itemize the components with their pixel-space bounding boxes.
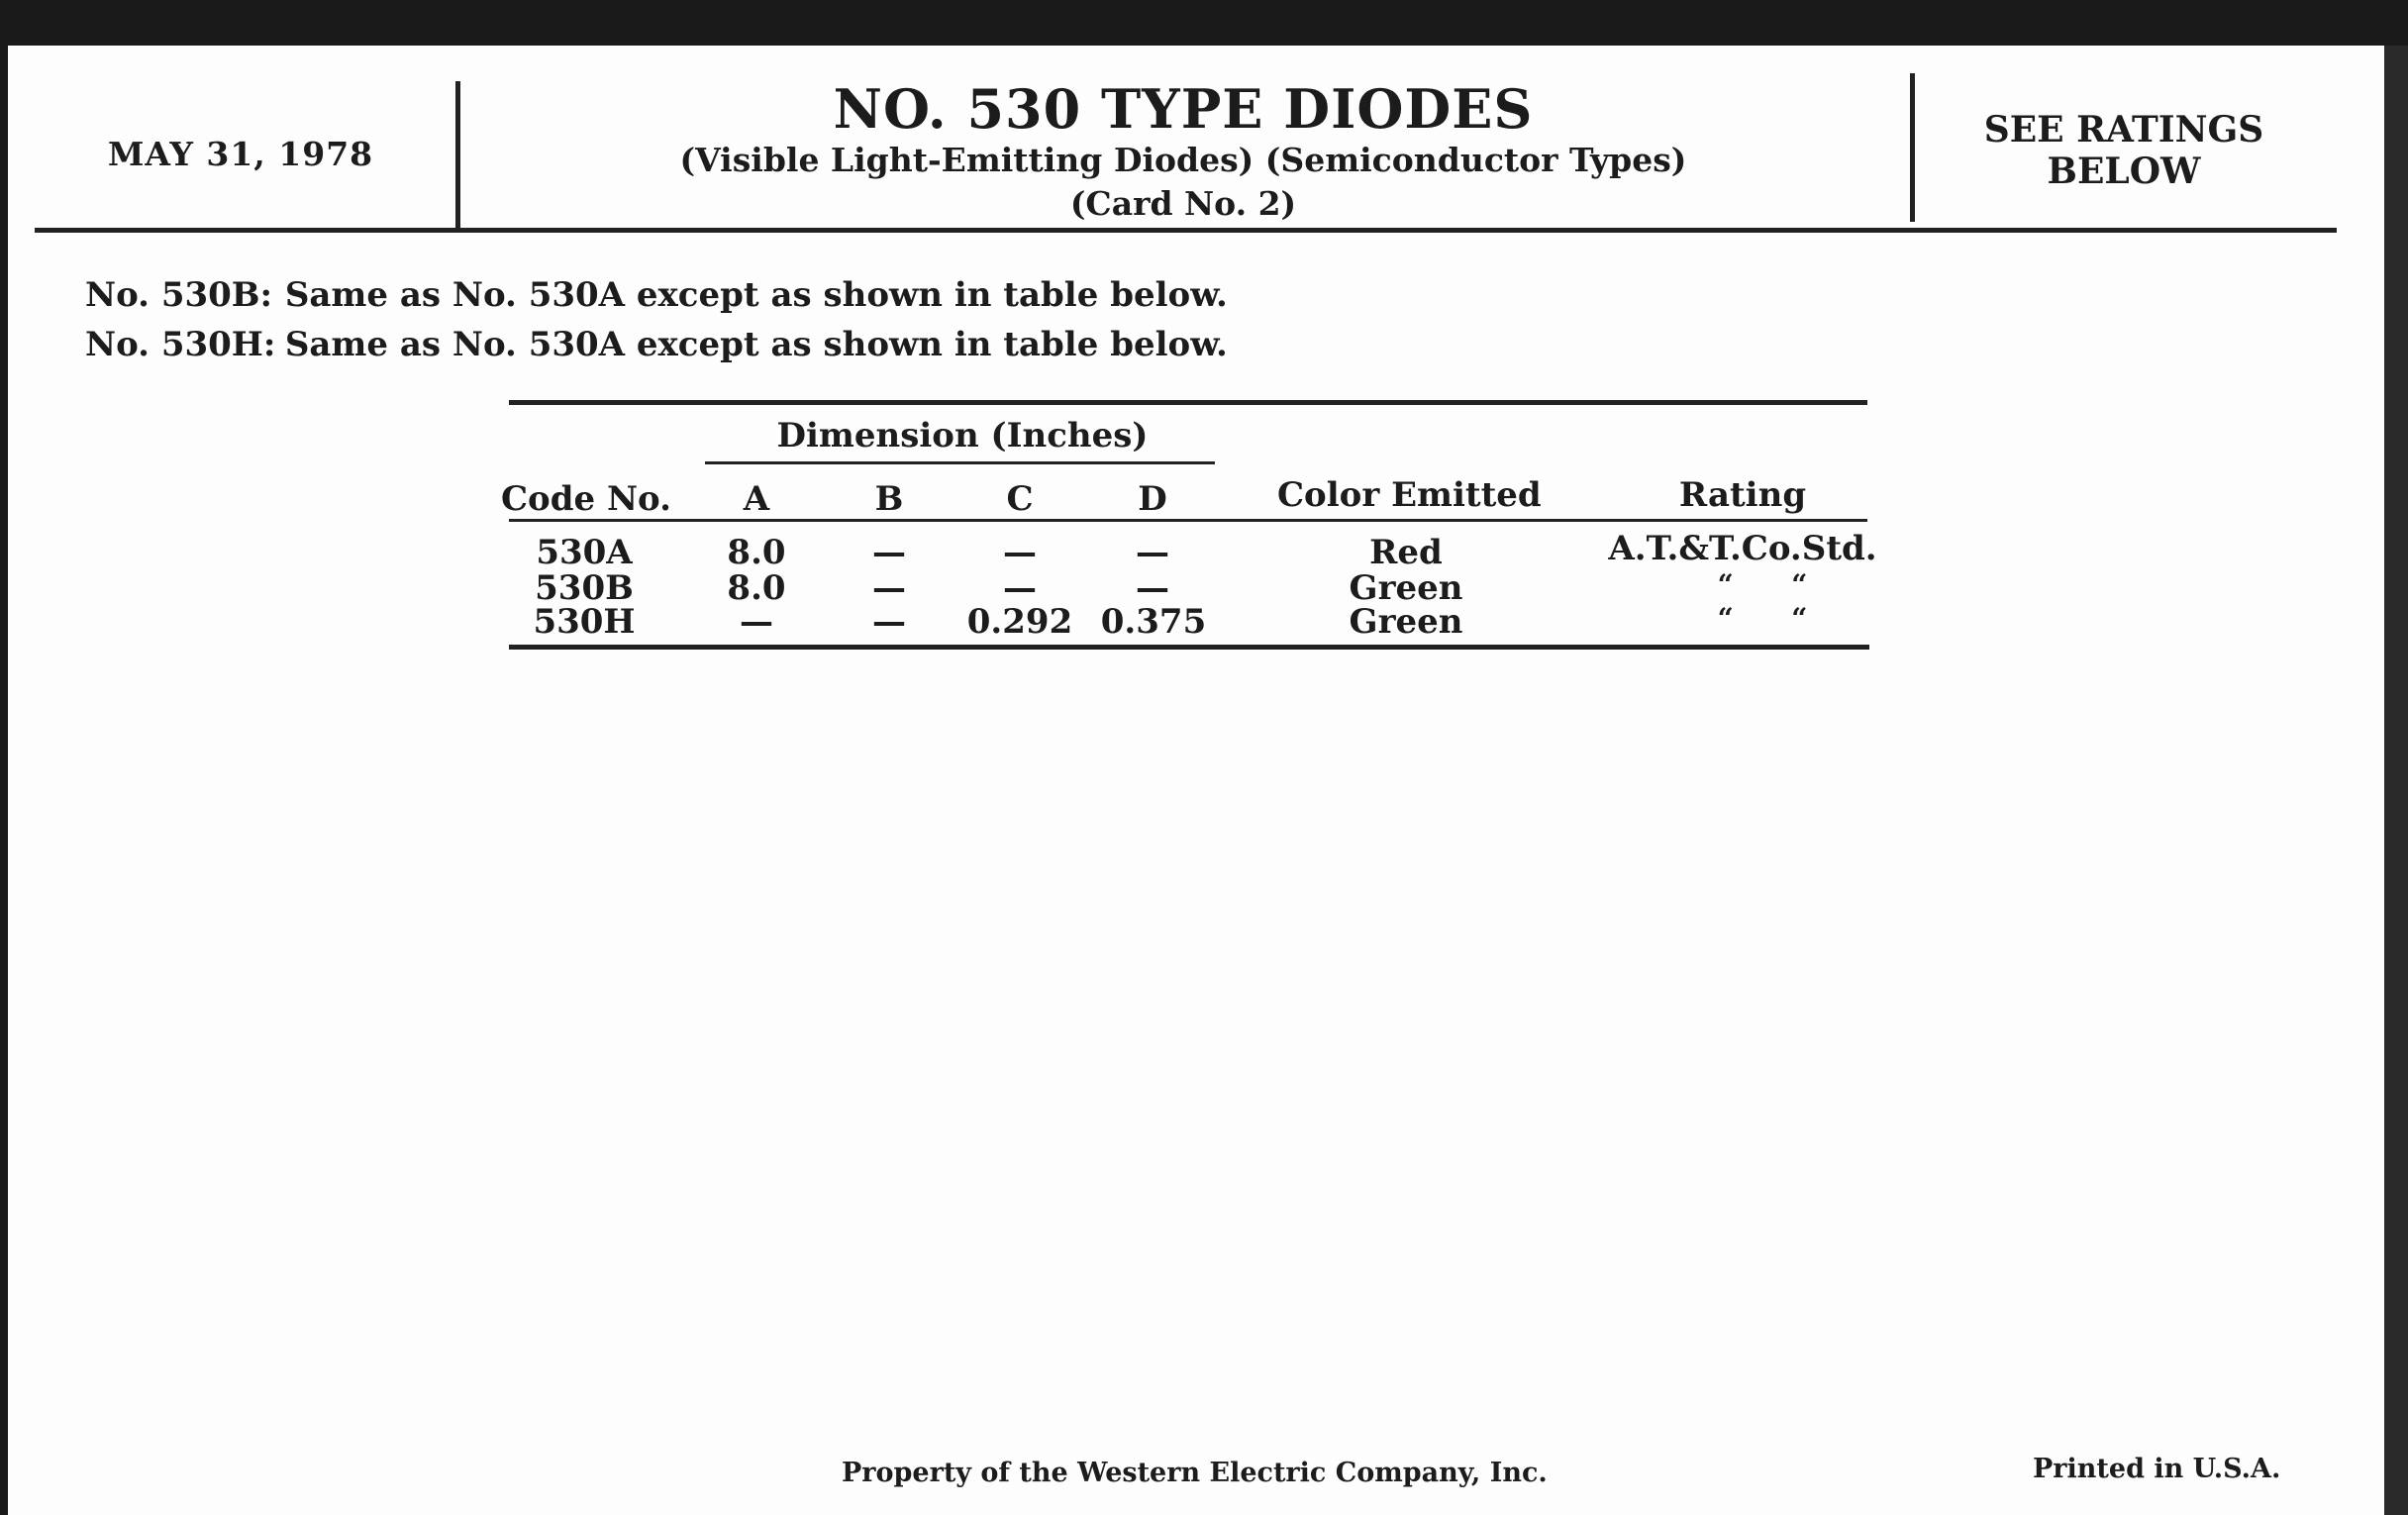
cell-code: 530H <box>533 602 636 642</box>
cell-d: — <box>1136 533 1169 572</box>
note-code: No. 530H: <box>85 325 276 364</box>
cell-d: — <box>1136 568 1169 608</box>
col-header-a: A <box>743 479 770 519</box>
cell-a: 8.0 <box>727 533 786 572</box>
note-530b <box>85 275 1228 315</box>
cell-code: 530B <box>535 568 634 608</box>
col-header-b: B <box>874 479 904 519</box>
cell-color: Red <box>1369 533 1443 572</box>
cell-a: 8.0 <box>727 568 786 608</box>
header-divider-left <box>455 81 460 230</box>
note-text: Same as No. 530A except as shown in table below. <box>284 325 1228 364</box>
see-ratings-note <box>1931 109 2317 192</box>
index-card <box>8 46 2384 1515</box>
cell-rating-ditto: “ “ <box>1717 602 1808 635</box>
col-header-rating: Rating <box>1678 475 1807 515</box>
scan-edge <box>2384 46 2408 1515</box>
header-divider-right <box>1910 73 1915 222</box>
cell-color: Green <box>1349 602 1463 642</box>
table-bottom-rule <box>509 645 1869 650</box>
card-number: (Card No. 2) <box>1069 184 1297 223</box>
cell-code: 530A <box>536 533 633 572</box>
col-header-color: Color Emitted <box>1277 475 1542 515</box>
cell-a: — <box>740 602 773 642</box>
note-text: Same as No. 530A except as shown in table below. <box>284 275 1228 315</box>
table-top-rule <box>509 400 1867 405</box>
cell-c: 0.292 <box>966 602 1073 642</box>
page-title: NO. 530 TYPE DIODES <box>833 77 1534 141</box>
cell-b: — <box>872 602 906 642</box>
cell-color: Green <box>1349 568 1463 608</box>
footer-property: Property of the Western Electric Company, Inc. <box>842 1458 1548 1488</box>
cell-rating-ditto: “ “ <box>1717 568 1808 601</box>
table-header-rule <box>509 519 1867 522</box>
dimension-group-rule <box>705 461 1215 464</box>
dimension-group-header: Dimension (Inches) <box>776 416 1149 455</box>
page-subtitle: (Visible Light-Emitting Diodes) (Semiconductor Types) <box>679 141 1687 179</box>
col-header-d: D <box>1138 479 1167 519</box>
cell-c: — <box>1003 533 1037 572</box>
see-ratings-line1: SEE RATINGS <box>1983 109 2264 151</box>
col-header-c: C <box>1006 479 1034 519</box>
note-code: No. 530B: <box>85 275 273 315</box>
footer-printed: Printed in U.S.A. <box>2033 1454 2281 1484</box>
cell-c: — <box>1003 568 1037 608</box>
see-ratings-line2: BELOW <box>2047 151 2201 192</box>
header-rule <box>35 228 2337 233</box>
cell-b: — <box>872 533 906 572</box>
cell-b: — <box>872 568 906 608</box>
card-date: MAY 31, 1978 <box>107 135 374 173</box>
cell-rating: A.T.&T.Co.Std. <box>1608 529 1877 568</box>
col-header-code: Code No. <box>501 479 671 519</box>
cell-d: 0.375 <box>1100 602 1207 642</box>
note-530h <box>85 325 1228 364</box>
